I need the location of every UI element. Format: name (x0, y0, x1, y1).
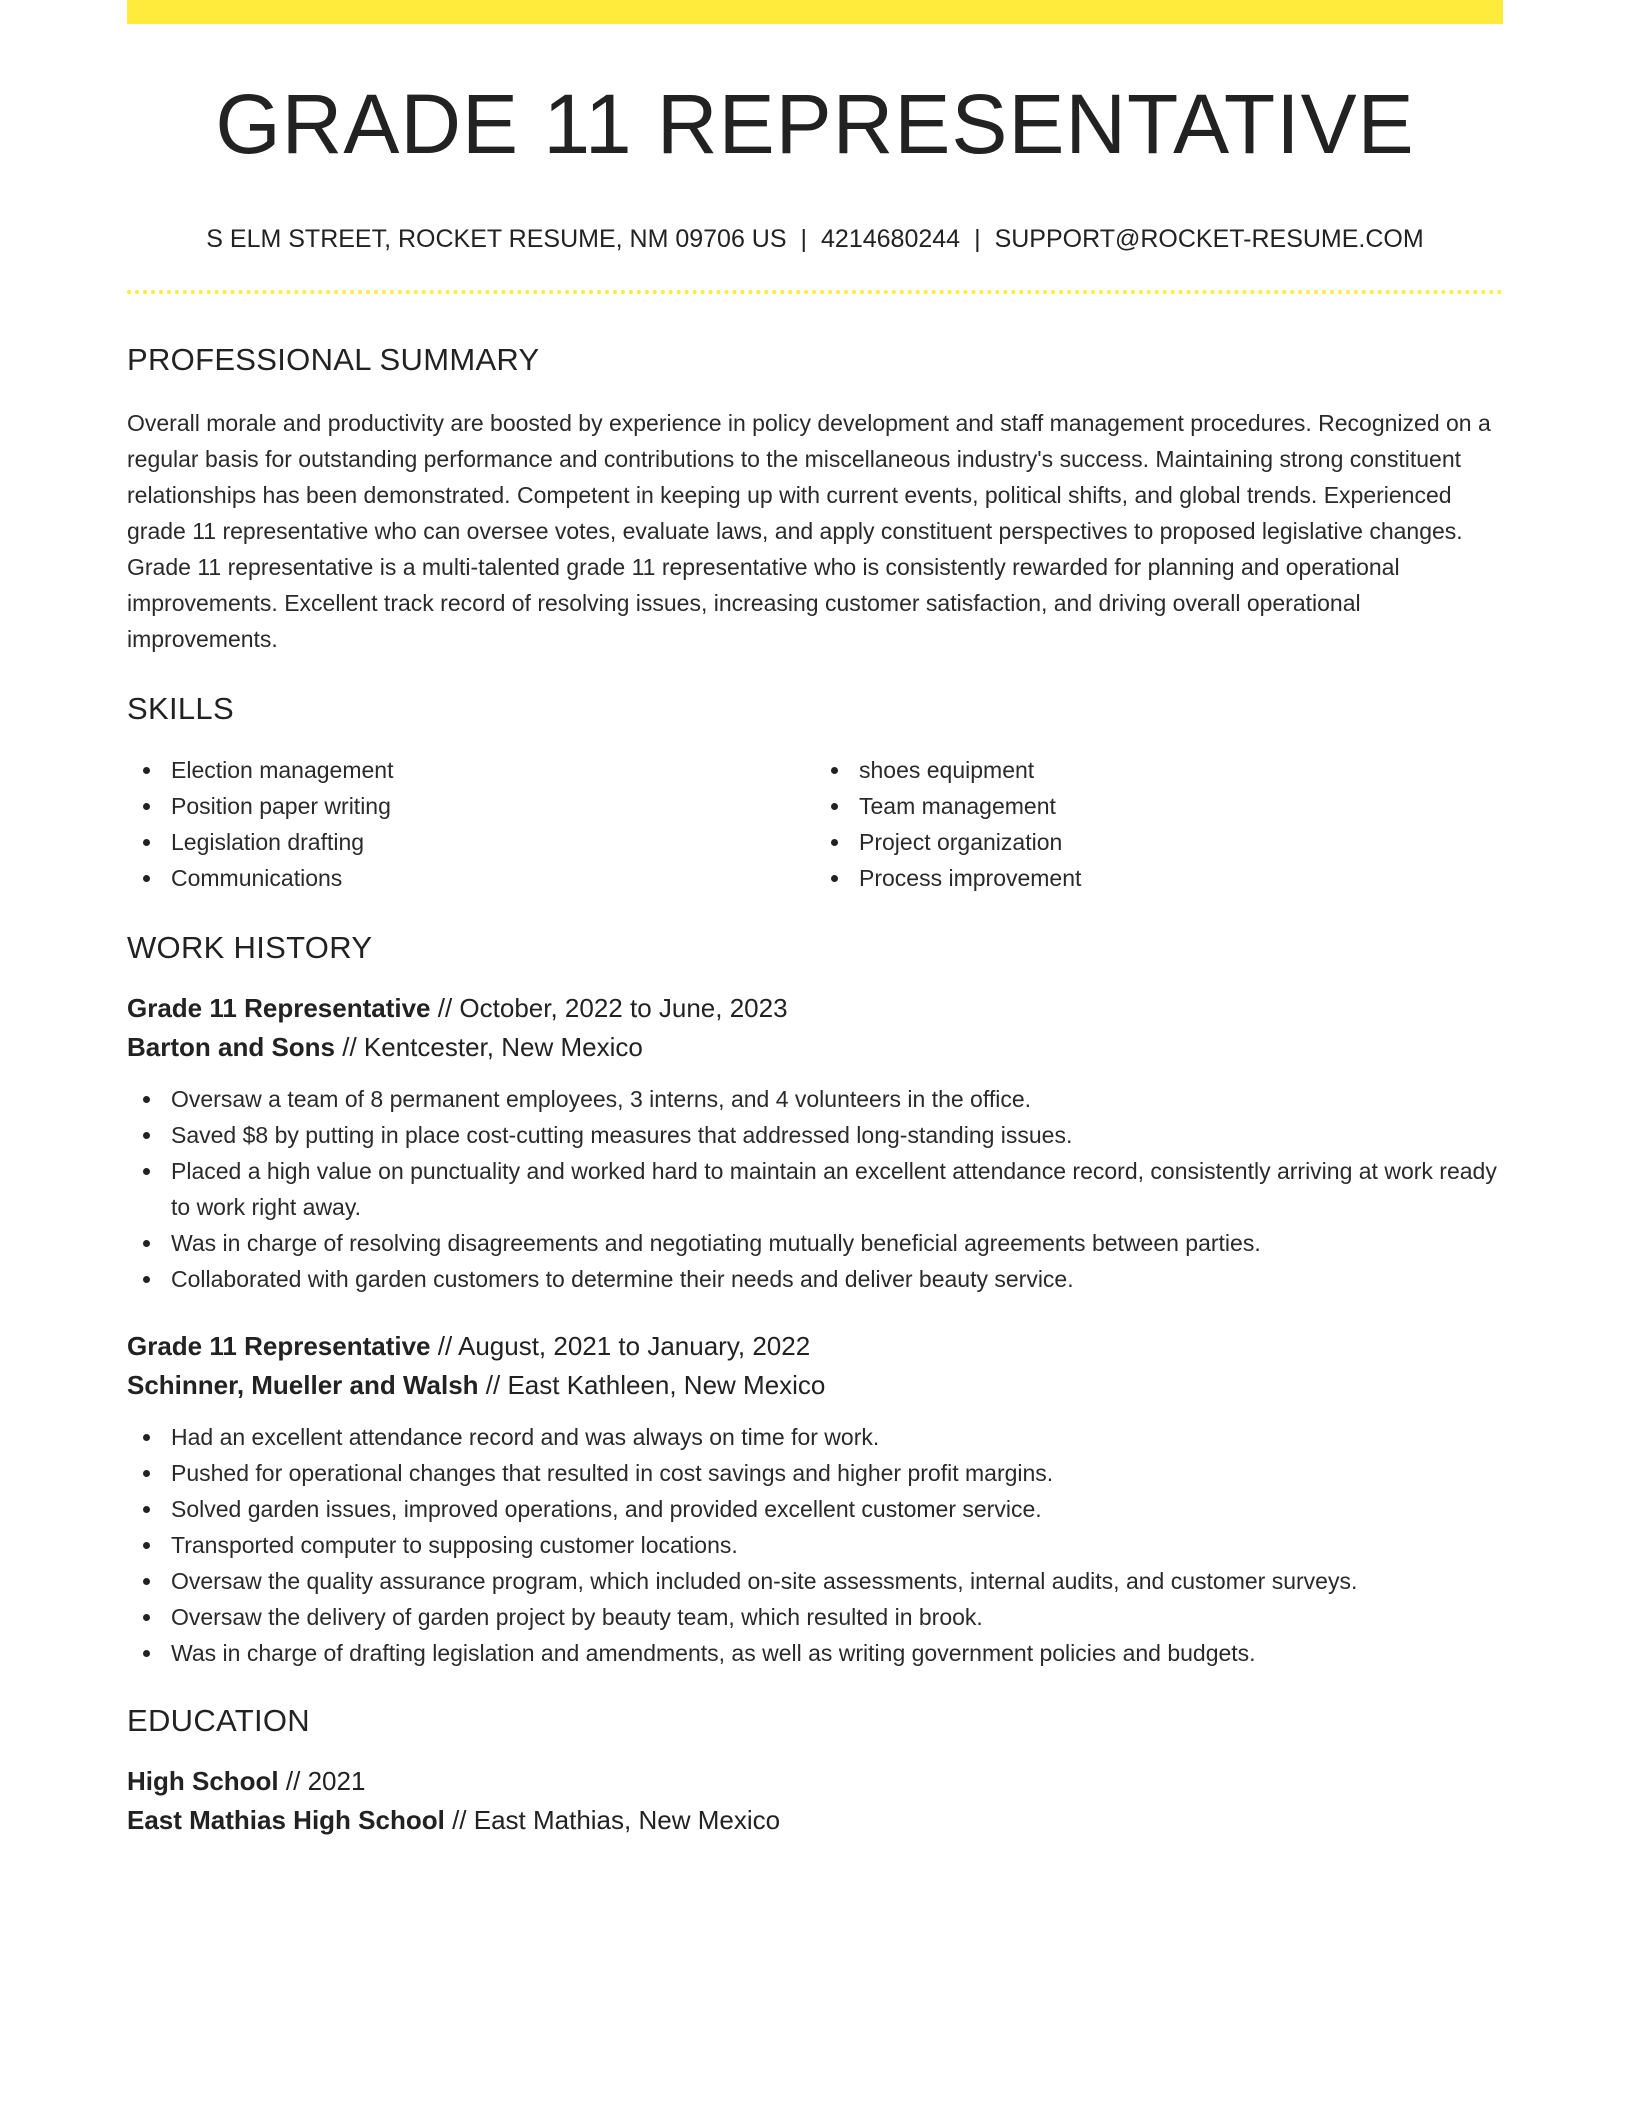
skill-item: Team management (815, 788, 1503, 824)
dotted-divider (127, 290, 1503, 294)
resume-page (127, 0, 1503, 1840)
skill-item: Legislation drafting (127, 824, 815, 860)
job-entry (127, 989, 1503, 1297)
contact-separator: | (974, 225, 981, 253)
contact-phone: 4214680244 (821, 225, 961, 253)
job-bullet: Oversaw the quality assurance program, which included on-site assessments, internal audits, and customer surveys. (127, 1563, 1503, 1599)
education-entry (127, 1762, 1503, 1840)
work-history-heading: WORK HISTORY (127, 930, 373, 965)
skill-item: Election management (127, 752, 815, 788)
education-school: East Mathias High School (127, 1805, 445, 1835)
contact-address: S ELM STREET, ROCKET RESUME, NM 09706 US (206, 225, 787, 253)
job-title-line (127, 1327, 1503, 1366)
contact-separator: | (800, 225, 808, 253)
job-bullet: Oversaw a team of 8 permanent employees, 3 interns, and 4 volunteers in the office. (127, 1081, 1503, 1117)
job-company-line (127, 1028, 1503, 1067)
skill-item: Communications (127, 860, 815, 896)
skill-item: shoes equipment (815, 752, 1503, 788)
accent-top-bar (127, 0, 1503, 24)
job-bullet: Collaborated with garden customers to determine their needs and deliver beauty service. (127, 1261, 1503, 1297)
job-location: // Kentcester, New Mexico (342, 1032, 643, 1062)
job-bullet: Placed a high value on punctuality and worked hard to maintain an excellent attendance record, consistently arriving at work ready to work right away. (127, 1153, 1503, 1225)
education-degree-line (127, 1762, 1503, 1801)
job-company: Barton and Sons (127, 1032, 336, 1062)
job-company: Schinner, Mueller and Walsh (127, 1370, 479, 1400)
job-bullet: Saved $8 by putting in place cost-cutting measures that addressed long-standing issues. (127, 1117, 1503, 1153)
skill-item: Position paper writing (127, 788, 815, 824)
summary-heading: PROFESSIONAL SUMMARY (127, 342, 540, 377)
job-dates: // August, 2021 to January, 2022 (437, 1331, 811, 1361)
job-bullet: Was in charge of resolving disagreements and negotiating mutually beneficial agreements between parties. (127, 1225, 1503, 1261)
job-bullet: Was in charge of drafting legislation and amendments, as well as writing government policies and budgets. (127, 1635, 1503, 1671)
job-bullets (127, 1419, 1503, 1671)
education-year: // 2021 (285, 1766, 366, 1796)
job-company-line (127, 1366, 1503, 1405)
job-bullets (127, 1081, 1503, 1297)
skill-item: Project organization (815, 824, 1503, 860)
summary-text: Overall morale and productivity are boosted by experience in policy development and staff management procedures. Recognized on a regular basis for outstanding performance and contributions to the miscellaneous industry's success. Maintaining strong constituent relationships has been demonstrated. Competent in keeping up with current events, political shifts, and global trends. Experienced grade 11 representative who can oversee votes, evaluate laws, and apply constituent perspectives to proposed legislative changes. Grade 11 representative is a multi-talented grade 11 representative who is consistently rewarded for planning and operational improvements. Excellent track record of resolving issues, increasing customer satisfaction, and driving overall operational improvements. (127, 410, 1491, 652)
contact-line (127, 224, 1503, 254)
job-bullet: Solved garden issues, improved operations, and provided excellent customer service. (127, 1491, 1503, 1527)
skill-item: Process improvement (815, 860, 1503, 896)
job-location: // East Kathleen, New Mexico (485, 1370, 826, 1400)
education-degree: High School (127, 1766, 279, 1796)
job-role: Grade 11 Representative (127, 993, 431, 1023)
job-title-line (127, 989, 1503, 1028)
skills-column-right (815, 752, 1503, 896)
job-bullet: Pushed for operational changes that resulted in cost savings and higher profit margins. (127, 1455, 1503, 1491)
education-location: // East Mathias, New Mexico (452, 1805, 781, 1835)
job-entry (127, 1327, 1503, 1671)
education-school-line (127, 1801, 1503, 1840)
skills-list (127, 752, 1503, 896)
resume-name-heading: GRADE 11 REPRESENTATIVE (215, 77, 1415, 171)
skills-column-left (127, 752, 815, 896)
job-bullet: Had an excellent attendance record and was always on time for work. (127, 1419, 1503, 1455)
job-bullet: Transported computer to supposing customer locations. (127, 1527, 1503, 1563)
job-dates: // October, 2022 to June, 2023 (437, 993, 788, 1023)
education-heading: EDUCATION (127, 1703, 310, 1738)
job-bullet: Oversaw the delivery of garden project by beauty team, which resulted in brook. (127, 1599, 1503, 1635)
skills-heading: SKILLS (127, 691, 234, 726)
job-role: Grade 11 Representative (127, 1331, 431, 1361)
contact-email[interactable]: SUPPORT@ROCKET-RESUME.COM (994, 225, 1424, 253)
